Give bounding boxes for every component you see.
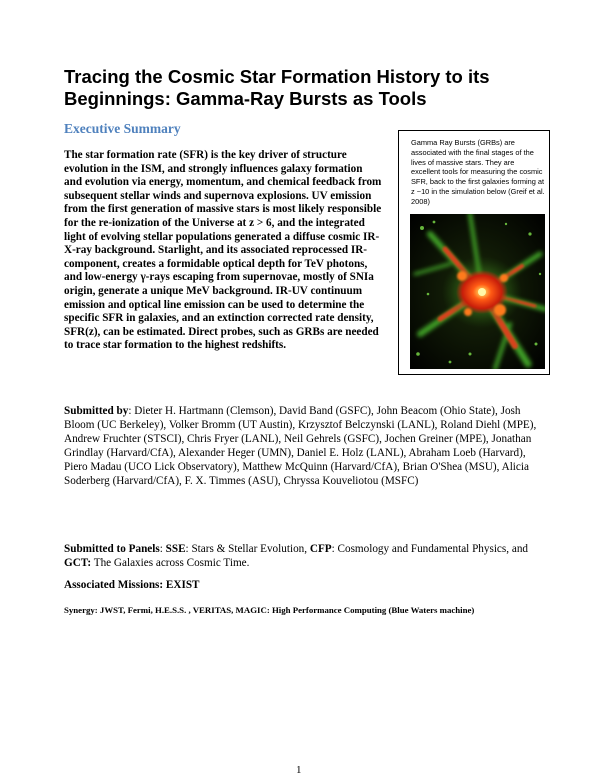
- associated-missions: Associated Missions: EXIST: [64, 579, 200, 591]
- panel-sse-code: SSE: [165, 543, 186, 555]
- synergy-line: Synergy: JWST, Fermi, H.E.S.S. , VERITAS, MAGIC: High Performance Computing (Blue Waters machine): [64, 605, 475, 615]
- figure-box: [398, 130, 550, 375]
- panel-sse-text: : Stars & Stellar Evolution,: [185, 543, 310, 555]
- figure-caption: Gamma Ray Bursts (GRBs) are associated with the final stages of the lives of massive stars. They are excellent tools for measuring the cosmic SFR, back to the first galaxies forming at z ~10 in the simulation below (Greif et al. 2008): [411, 138, 545, 206]
- panel-gct-code: GCT:: [64, 557, 92, 569]
- galaxy-simulation-picture: [410, 214, 545, 369]
- document-title: Tracing the Cosmic Star Formation History to its Beginnings: Gamma-Ray Bursts as Tools: [64, 66, 490, 109]
- submitted-by-label: Submitted by: [64, 405, 129, 417]
- submitted-to-panels-paragraph: [64, 542, 544, 570]
- panel-cfp-text: : Cosmology and Fundamental Physics, and: [331, 543, 529, 555]
- page-number: 1: [296, 764, 302, 776]
- panels-separator: :: [159, 543, 166, 555]
- submitted-by-authors: : Dieter H. Hartmann (Clemson), David Band (GSFC), John Beacom (Ohio State), Josh Bloom (UC Berkeley), Volker Bromm (UT Austin), Krzysztof Belczynski (LANL), Roland Diehl (MPE), Andrew Fruchter (STSCI), Chris Fryer (LANL), Neil Gehrels (GSFC), Jochen Greiner (MPE), Jonathan Grindlay (Harvard/CfA), Alexander Heger (UMN), Daniel E. Holz (LANL), Abraham Loeb (Harvard), Piero Madau (UCO Lick Observatory), Matthew McQuinn (Harvard/CfA), Brian O'Shea (MSU), Alicia Soderberg (Harvard/CfA), F. X. Timmes (ASU), Chryssa Kouveliotou (MSFC): [64, 405, 537, 487]
- section-heading-executive-summary: Executive Summary: [64, 121, 181, 136]
- executive-summary-paragraph: The star formation rate (SFR) is the key driver of structure evolution in the ISM, and strongly influences galaxy formation and evolution via energy, momentum, and chemical feedback from subsequent stellar winds and supernova explosions. UV emission from the first generation of massive stars is most likely responsible for the re-ionization of the Universe at z > 6, and the integrated light of evolving stellar populations generated a diffuse cosmic IR-X-ray background. Starlight, and its associated reprocessed IR-component, creates a formidable optical depth for TeV photons, and low-energy γ-rays escaping from supernovae, mostly of SNIa origin, generate a unique MeV background. IR-UV continuum emission and optical line emission can be used to determine the specific SFR in galaxies, and an extinction corrected rate density, SFR(z), can be estimated. Direct probes, such as GRBs are needed to trace star formation to the highest redshifts.: [64, 149, 382, 352]
- panel-cfp-code: CFP: [309, 543, 332, 555]
- panels-label: Submitted to Panels: [64, 543, 160, 555]
- simulation-image: [410, 214, 545, 369]
- submitted-by-paragraph: [64, 404, 544, 488]
- panel-gct-text: The Galaxies across Cosmic Time.: [91, 557, 250, 569]
